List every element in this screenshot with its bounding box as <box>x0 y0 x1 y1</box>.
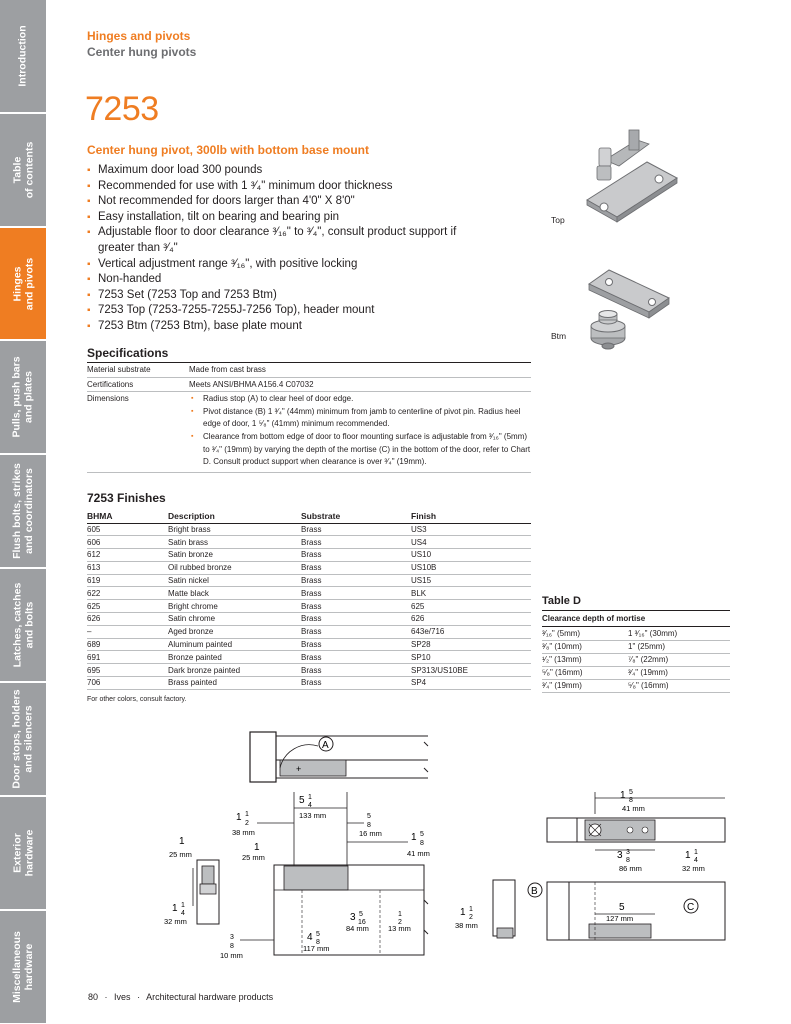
table-d <box>542 627 730 693</box>
dimension-item: ▪ Radius stop (A) to clear heel of door edge. <box>203 393 531 406</box>
dim-text: 38 mm <box>455 921 478 930</box>
finish-cell: Brass <box>301 574 411 587</box>
side-tab-label-line: Miscellaneous <box>11 931 23 1003</box>
side-tab-label <box>11 142 35 199</box>
spec-label: Dimensions <box>87 394 129 404</box>
finish-row <box>87 664 531 677</box>
dim-text: 1 <box>308 794 312 801</box>
finish-cell: US10B <box>411 561 531 574</box>
label-c: C <box>687 902 695 913</box>
side-tab[interactable] <box>0 797 46 910</box>
dim-text: 127 mm <box>606 914 634 923</box>
subsection-title: Center hung pivots <box>87 45 197 59</box>
table-d-row <box>542 627 730 640</box>
side-tab[interactable] <box>0 455 46 568</box>
specifications-heading: Specifications <box>87 346 169 360</box>
finish-cell: Oil rubbed bronze <box>168 561 301 574</box>
page-number: 80 <box>88 992 99 1002</box>
finish-cell: Brass <box>301 638 411 651</box>
footer-separator: · <box>137 992 141 1002</box>
table-d-row <box>542 679 730 692</box>
dim-text: 8 <box>420 840 424 847</box>
finish-cell: Brass <box>301 523 411 536</box>
dim-text: 133 mm <box>299 811 327 820</box>
dim-text: 2 <box>245 820 249 827</box>
finish-cell: 626 <box>87 613 168 626</box>
side-tab-label-line: Flush bolts, strikes <box>11 463 24 559</box>
dim-text: 8 <box>629 797 633 804</box>
finishes-table <box>87 509 531 690</box>
dim-text: 86 mm <box>619 864 642 873</box>
footer-title: Architectural hardware products <box>146 992 274 1002</box>
finishes-header-row <box>87 509 531 523</box>
footer-brand: Ives <box>114 992 131 1002</box>
dim-text: 5 <box>316 931 320 938</box>
dim-text: 1 <box>398 911 402 918</box>
side-navigation <box>0 0 46 1024</box>
side-tab-label-line: Table <box>11 156 23 184</box>
pivot-top-image <box>577 122 687 232</box>
dim-text: 38 mm <box>232 828 255 837</box>
side-tab-label-line: Introduction <box>17 25 29 87</box>
dim-text: 1 <box>254 842 260 853</box>
table-d-cell: ⁷⁄₈" (22mm) <box>628 653 730 666</box>
dim-text: 8 <box>230 943 234 950</box>
dim-text: 32 mm <box>164 917 187 926</box>
finish-cell: Bright chrome <box>168 600 301 613</box>
dim-text: 13 mm <box>388 924 411 933</box>
finish-cell: Brass <box>301 600 411 613</box>
dim-text: 2 <box>469 914 473 921</box>
table-d-cell: 1 ³⁄₁₆" (30mm) <box>628 627 730 640</box>
table-d-cell: ³⁄₄" (19mm) <box>542 679 628 692</box>
feature-item: ▪ Adjustable floor to door clearance ³⁄₁₆" to ³⁄₄", consult product support if greater than ³⁄₄" <box>87 225 457 256</box>
finish-cell: 605 <box>87 523 168 536</box>
finish-cell: 622 <box>87 587 168 600</box>
dimension-item: ▪ Pivot distance (B) 1 ³⁄₄" (44mm) minimum from jamb to centerline of pivot pin. Radius heel edge of door, 1 ⁵⁄₈" (41mm) minimum recommended. <box>203 406 531 431</box>
dim-text: 2 <box>398 919 402 926</box>
table-d-cell: ³⁄₁₆" (5mm) <box>542 627 628 640</box>
side-tab-label <box>11 583 35 668</box>
finish-cell: Brass <box>301 587 411 600</box>
dim-text: 1 <box>469 906 473 913</box>
side-tab-label <box>11 356 35 437</box>
dim-text: 8 <box>367 822 371 829</box>
spec-value: Made from cast brass <box>189 365 266 374</box>
dim-text: 32 mm <box>682 864 705 873</box>
side-tab[interactable] <box>0 683 46 796</box>
feature-item: ▪ 7253 Set (7253 Top and 7253 Btm) <box>87 288 457 304</box>
table-d-cell: 1" (25mm) <box>628 640 730 653</box>
dim-text: 41 mm <box>407 849 430 858</box>
feature-item: ▪ 7253 Top (7253-7255-7255J-7256 Top), header mount <box>87 303 457 319</box>
dim-text: 8 <box>626 857 630 864</box>
dim-text: 3 <box>626 849 630 856</box>
side-tab-label <box>11 830 35 877</box>
dim-text: 1 <box>181 902 185 909</box>
finish-cell: 643e/716 <box>411 625 531 638</box>
spec-label: Certifications <box>87 379 134 389</box>
btm-caption: Btm <box>551 331 567 341</box>
dim-text: 16 mm <box>359 829 382 838</box>
side-tab[interactable] <box>0 228 46 340</box>
dim-text: 5 <box>629 789 633 796</box>
finish-row <box>87 613 531 626</box>
dim-text: 3 <box>617 850 623 861</box>
finish-row <box>87 651 531 664</box>
finish-cell: 706 <box>87 677 168 690</box>
table-d-cell: ³⁄₈" (10mm) <box>542 640 628 653</box>
finish-cell: SP4 <box>411 677 531 690</box>
finish-cell: 625 <box>87 600 168 613</box>
side-tab-label <box>17 25 29 86</box>
table-d-cell: ¹⁄₂" (13mm) <box>542 653 628 666</box>
side-tab-label-line: Exterior <box>11 833 23 873</box>
finish-cell: US4 <box>411 536 531 549</box>
dim-text: 84 mm <box>346 924 369 933</box>
dim-text: 10 mm <box>220 951 243 960</box>
spec-row <box>87 392 531 473</box>
finish-cell: Brass <box>301 549 411 562</box>
finish-cell: Brass <box>301 625 411 638</box>
side-tab[interactable] <box>0 569 46 682</box>
specifications-table <box>87 362 531 473</box>
side-tab-label-line: Pulls, push bars <box>11 356 24 438</box>
product-title: Center hung pivot, 300lb with bottom base mount <box>87 143 370 157</box>
table-d-row <box>542 653 730 666</box>
finish-cell: Dark bronze painted <box>168 664 301 677</box>
side-tab-label-line: Latches, catches <box>11 582 24 668</box>
side-tab-label <box>11 463 35 559</box>
feature-item: ▪ Easy installation, tilt on bearing and bearing pin <box>87 210 457 226</box>
side-tab-label-line: hardware <box>23 943 35 991</box>
finish-cell: Brass painted <box>168 677 301 690</box>
dim-text: 4 <box>181 910 185 917</box>
table-d-cell: ⁵⁄₈" (16mm) <box>542 666 628 679</box>
product-number: 7253 <box>85 90 159 128</box>
dim-text: 4 <box>308 802 312 809</box>
side-tab-label <box>11 931 35 1003</box>
finish-cell: Bronze painted <box>168 651 301 664</box>
side-tab[interactable] <box>0 341 46 454</box>
spec-row <box>87 378 531 393</box>
dim-text: 1 <box>172 903 178 914</box>
dim-text: 117 mm <box>303 944 330 953</box>
footer-separator: · <box>104 992 108 1002</box>
finish-row <box>87 574 531 587</box>
feature-item: ▪ Not recommended for doors larger than 4'0" X 8'0" <box>87 194 457 210</box>
finish-cell: Brass <box>301 651 411 664</box>
svg-text:+: + <box>296 764 302 774</box>
finish-cell: Brass <box>301 677 411 690</box>
finish-row <box>87 561 531 574</box>
dim-text: 8 <box>316 939 320 946</box>
dim-text: 5 <box>619 902 625 913</box>
finish-cell: SP313/US10BE <box>411 664 531 677</box>
finish-cell: Matte black <box>168 587 301 600</box>
label-a: A <box>322 740 329 751</box>
spec-row <box>87 363 531 378</box>
side-tab-label-line: of contents <box>23 141 35 199</box>
dim-text: 4 <box>307 932 313 943</box>
dim-text: 4 <box>694 857 698 864</box>
finish-cell: BLK <box>411 587 531 600</box>
section-title: Hinges and pivots <box>87 29 191 43</box>
finish-cell: Aluminum painted <box>168 638 301 651</box>
dim-text: 41 mm <box>622 804 645 813</box>
finish-row <box>87 600 531 613</box>
dim-text: 5 <box>420 831 424 838</box>
finish-row <box>87 536 531 549</box>
side-tab-label-line: hardware <box>23 829 35 877</box>
table-d-subheading: Clearance depth of mortise <box>542 610 730 627</box>
finish-row <box>87 523 531 536</box>
table-d-cell: ⁵⁄₈" (16mm) <box>628 679 730 692</box>
side-tab-label-line: and plates <box>23 371 36 423</box>
finish-cell: Bright brass <box>168 523 301 536</box>
side-tab[interactable] <box>0 911 46 1024</box>
dim-text: 5 <box>359 911 363 918</box>
dim-text: 1 <box>694 849 698 856</box>
finish-row <box>87 587 531 600</box>
finish-row <box>87 549 531 562</box>
table-d-cell: ³⁄₄" (19mm) <box>628 666 730 679</box>
finish-cell: 612 <box>87 549 168 562</box>
dim-text: 1 <box>236 812 242 823</box>
finish-cell: Satin chrome <box>168 613 301 626</box>
finish-cell: Satin nickel <box>168 574 301 587</box>
finish-cell: SP28 <box>411 638 531 651</box>
finish-cell: Brass <box>301 536 411 549</box>
feature-list <box>87 163 457 335</box>
finish-cell: Satin bronze <box>168 549 301 562</box>
spec-value: Meets ANSI/BHMA A156.4 C07032 <box>189 379 314 389</box>
dim-text: 25 mm <box>242 853 265 862</box>
finish-cell: SP10 <box>411 651 531 664</box>
dim-text: 1 <box>245 811 249 818</box>
column-header: BHMA <box>87 509 168 523</box>
label-b: B <box>531 886 538 897</box>
top-plan-drawing <box>248 728 438 788</box>
dim-text: 3 <box>230 934 234 941</box>
feature-item: ▪ Non-handed <box>87 272 457 288</box>
table-d-row <box>542 640 730 653</box>
side-tab-label-line: Door stops, holders <box>11 689 23 789</box>
finish-cell: 626 <box>411 613 531 626</box>
finish-cell: 691 <box>87 651 168 664</box>
dim-text: 5 <box>299 795 305 806</box>
finish-cell: Brass <box>301 561 411 574</box>
finish-cell: 695 <box>87 664 168 677</box>
dimension-item: ▪ Clearance from bottom edge of door to floor mounting surface is adjustable from ³⁄₁₆" (5mm) to ³⁄₄" (19mm) by varying the depth of the mortise (C) in the bottom of the door, refer to Chart D. Consult product support when clearance is over ³⁄₄" (19mm). <box>203 431 531 469</box>
finish-cell: US10 <box>411 549 531 562</box>
side-tab-label <box>11 689 35 788</box>
side-tab-label <box>11 257 35 310</box>
page-footer <box>88 992 277 1002</box>
spec-label: Material substrate <box>87 365 151 374</box>
finish-row <box>87 638 531 651</box>
finish-cell: 613 <box>87 561 168 574</box>
column-header: Substrate <box>301 509 411 523</box>
side-tab-label-line: and silencers <box>23 705 35 773</box>
feature-item: ▪ Maximum door load 300 pounds <box>87 163 457 179</box>
side-tab-label-line: and pivots <box>23 257 36 310</box>
finishes-heading: 7253 Finishes <box>87 491 166 505</box>
finish-cell: US15 <box>411 574 531 587</box>
side-tab[interactable] <box>0 0 46 113</box>
pivot-plan-drawing <box>455 778 735 948</box>
feature-item: ▪ 7253 Btm (7253 Btm), base plate mount <box>87 319 457 335</box>
dim-text: 3 <box>350 912 356 923</box>
top-caption: Top <box>551 215 565 225</box>
feature-item: ▪ Recommended for use with 1 ³⁄₄" minimum door thickness <box>87 179 457 195</box>
feature-item: ▪ Vertical adjustment range ³⁄₁₆", with positive locking <box>87 257 457 273</box>
dim-text: 5 <box>367 813 371 820</box>
dim-text: 1 <box>620 790 626 801</box>
column-header: Description <box>168 509 301 523</box>
bottom-elevation-drawing <box>162 790 437 960</box>
finish-cell: 619 <box>87 574 168 587</box>
finish-cell: Brass <box>301 664 411 677</box>
dim-text: 16 <box>358 919 366 926</box>
column-header: Finish <box>411 509 531 523</box>
finish-cell: 689 <box>87 638 168 651</box>
dim-text: 1 <box>685 850 691 861</box>
dim-text: 1 <box>179 836 185 847</box>
finish-cell: 606 <box>87 536 168 549</box>
finish-cell: Brass <box>301 613 411 626</box>
finish-cell: – <box>87 625 168 638</box>
finish-row <box>87 625 531 638</box>
finish-cell: 625 <box>411 600 531 613</box>
finish-row <box>87 677 531 690</box>
finishes-note: For other colors, consult factory. <box>87 696 187 703</box>
finish-cell: Aged bronze <box>168 625 301 638</box>
dim-text: 25 mm <box>169 850 192 859</box>
dim-text: 1 <box>460 907 466 918</box>
finish-cell: US3 <box>411 523 531 536</box>
side-tab-label-line: Hinges <box>11 265 24 302</box>
table-d-row <box>542 666 730 679</box>
finish-cell: Satin brass <box>168 536 301 549</box>
side-tab[interactable] <box>0 114 46 227</box>
side-tab-label-line: and bolts <box>23 601 36 649</box>
side-tab-label-line: and coordinators <box>23 468 36 554</box>
table-d-heading: Table D <box>542 595 581 607</box>
pivot-bottom-image <box>584 262 674 357</box>
dim-text: 1 <box>411 832 417 843</box>
dimension-list <box>189 392 531 469</box>
